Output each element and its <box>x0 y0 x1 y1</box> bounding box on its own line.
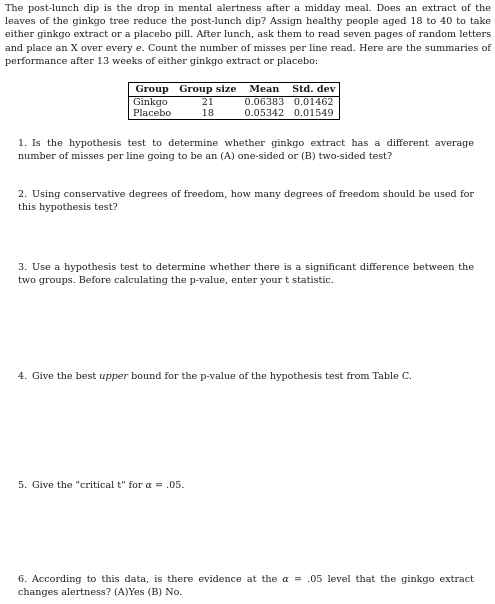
summary-table-wrap <box>128 82 340 120</box>
table-row <box>129 108 340 120</box>
question-number: 3. <box>18 262 28 273</box>
question-text-pre: According to this data, is there evidence at the <box>32 574 283 585</box>
table-row <box>129 97 340 109</box>
question-4 <box>18 371 474 384</box>
question-text-post: = .05 level that the ginkgo extract changes alertness? (A)Yes (B) No. <box>18 574 474 598</box>
question-emphasis: upper <box>99 371 129 382</box>
question-5 <box>18 480 474 493</box>
question-text-pre: Give the best <box>32 371 100 382</box>
question-text-post: bound for the p-value of the hypothesis test from Table C. <box>128 371 412 382</box>
cell-std: 0.01462 <box>293 97 334 108</box>
question-6 <box>18 574 474 599</box>
question-number: 6. <box>18 574 28 585</box>
problem-intro <box>5 2 491 68</box>
letter-e: e <box>135 42 142 54</box>
alpha-symbol: α <box>282 574 289 585</box>
table-header-row <box>129 83 340 97</box>
intro-text-1: The post-lunch dip is the drop in mental alertness after a midday meal. Does an extract of the leaves of the ginkgo tree reduce the post-lunch dip? Assign healthy people aged 18 to 40 to take either ginkgo extract or a placebo pill. After lunch, ask them to read seven pages of random letters and place an X over every <box>5 3 491 54</box>
question-text: Use a hypothesis test to determine whether there is a significant difference between the two groups. Before calculating the p-value, enter your t statistic. <box>18 262 474 286</box>
question-text-post: = .05. <box>151 480 185 491</box>
cell-group: Placebo <box>133 108 172 119</box>
header-std-dev: Std. dev <box>288 83 340 97</box>
cell-mean: 0.06383 <box>244 97 285 108</box>
cell-mean: 0.05342 <box>244 108 285 119</box>
question-number: 5. <box>18 480 28 491</box>
question-text-pre: Give the "critical t" for <box>32 480 146 491</box>
question-number: 1. <box>18 138 28 149</box>
alpha-symbol: α <box>145 480 152 491</box>
intro-text-2: . Count the number of misses per line read. Here are the summaries of performance after 13 weeks of either ginkgo extract or placebo: <box>5 42 491 67</box>
summary-table <box>128 82 340 120</box>
question-text: Is the hypothesis test to determine whether ginkgo extract has a different average number of misses per line going to be an (A) one-sided or (B) two-sided test? <box>18 138 474 162</box>
cell-std: 0.01549 <box>293 108 334 119</box>
question-number: 4. <box>18 371 28 382</box>
question-3 <box>18 262 474 287</box>
header-mean: Mean <box>241 83 289 97</box>
question-text: Using conservative degrees of freedom, how many degrees of freedom should be used for this hypothesis test? <box>18 189 474 213</box>
cell-size: 18 <box>201 108 214 119</box>
header-group-size: Group size <box>175 83 240 97</box>
cell-size: 21 <box>201 97 214 108</box>
question-2 <box>18 189 474 214</box>
header-group: Group <box>129 83 176 97</box>
question-1 <box>18 138 474 163</box>
question-number: 2. <box>18 189 28 200</box>
cell-group: Ginkgo <box>133 97 168 108</box>
